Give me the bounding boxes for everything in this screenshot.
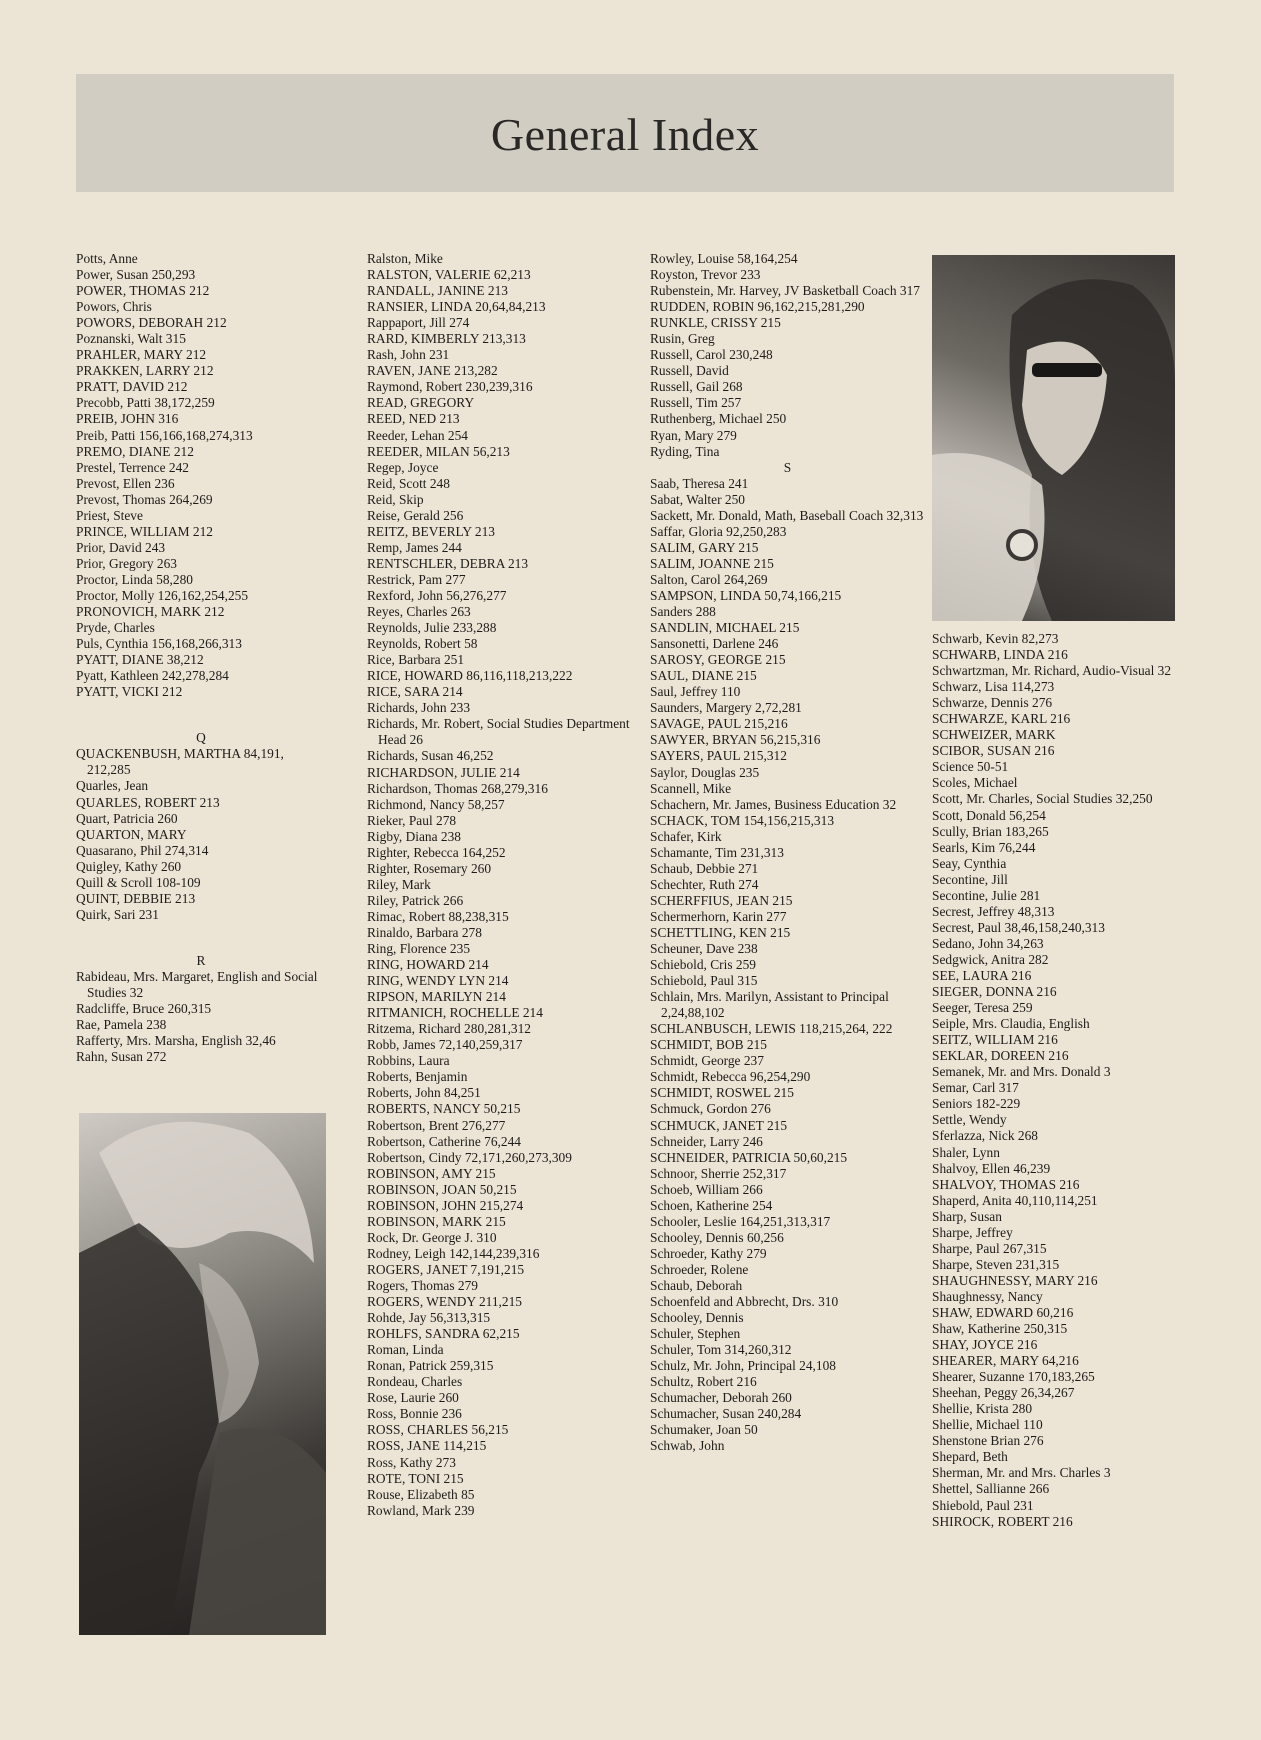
index-entry: Rose, Laurie 260 [367,1390,459,1406]
index-entry: SEKLAR, DOREEN 216 [932,1048,1069,1064]
index-entry: Schwartzman, Mr. Richard, Audio-Visual 32 [932,663,1172,679]
index-entry: RICHARDSON, JULIE 214 [367,764,520,780]
index-entry: SCHWARB, LINDA 216 [932,647,1068,663]
index-entry: SCHACK, TOM 154,156,215,313 [650,812,835,828]
index-entry: Schamante, Tim 231,313 [650,844,784,860]
index-entry: Scott, Donald 56,254 [932,807,1046,823]
index-entry: QUARTON, MARY [76,826,187,842]
index-entry: Seniors 182-229 [932,1096,1021,1112]
index-entry: Rinaldo, Barbara 278 [367,924,482,940]
index-entry: SCHMUCK, JANET 215 [650,1117,788,1133]
index-entry: SHAUGHNESSY, MARY 216 [932,1272,1098,1288]
index-entry: Richards, Mr. Robert, Social Studies Department Head 26 [367,716,630,748]
index-entry: Schermerhorn, Karin 277 [650,908,787,924]
section-header-r: R [196,952,206,968]
index-entry: Rappaport, Jill 274 [367,315,470,331]
index-entry: SAROSY, GEORGE 215 [650,652,786,668]
index-entry: Schooley, Dennis [650,1310,744,1326]
index-entry: PYATT, DIANE 38,212 [76,652,204,668]
index-entry: Schwarz, Lisa 114,273 [932,679,1055,695]
index-entry: Shenstone Brian 276 [932,1433,1044,1449]
index-entry: Sharp, Susan [932,1208,1002,1224]
index-entry: PRINCE, WILLIAM 212 [76,523,213,539]
index-entry: Seiple, Mrs. Claudia, English [932,1016,1090,1032]
index-entry: Schlain, Mrs. Marilyn, Assistant to Principal 2,24,88,102 [650,989,889,1021]
index-entry: Reise, Gerald 256 [367,507,464,523]
index-entry: Schoeb, William 266 [650,1181,763,1197]
index-entry: Quirk, Sari 231 [76,906,159,922]
index-entry: Schmidt, George 237 [650,1053,764,1069]
index-entry: Settle, Wendy [932,1112,1007,1128]
index-entry: ROBERTS, NANCY 50,215 [367,1101,521,1117]
index-entry: Regep, Joyce [367,459,439,475]
index-entry: REITZ, BEVERLY 213 [367,523,495,539]
index-entry: SEITZ, WILLIAM 216 [932,1032,1058,1048]
index-entry: Schooler, Leslie 164,251,313,317 [650,1213,831,1229]
index-entry: SAMPSON, LINDA 50,74,166,215 [650,587,842,603]
index-entry: Schaub, Deborah [650,1278,743,1293]
index-entry: Reyes, Charles 263 [367,604,471,620]
index-entry: Schroeder, Rolene [650,1261,749,1277]
index-entry: Shearer, Suzanne 170,183,265 [932,1369,1095,1385]
index-entry: PREIB, JOHN 316 [76,411,179,427]
index-entry: Quasarano, Phil 274,314 [76,842,209,858]
index-entry: Righter, Rosemary 260 [367,860,492,876]
index-entry: Shalvoy, Ellen 46,239 [932,1160,1051,1176]
index-entry: PRAKKEN, LARRY 212 [76,363,214,379]
index-entry: Ross, Kathy 273 [367,1454,456,1470]
index-entry: ROGERS, JANET 7,191,215 [367,1261,525,1277]
index-entry: Schiebold, Paul 315 [650,973,758,989]
index-entry: ROSS, CHARLES 56,215 [367,1422,509,1438]
index-entry: Shiebold, Paul 231 [932,1497,1034,1513]
index-entry: Sabat, Walter 250 [650,491,745,507]
index-entry: Radcliffe, Bruce 260,315 [76,1001,212,1017]
student-photo-right [932,255,1175,621]
index-entry: Rouse, Elizabeth 85 [367,1486,475,1502]
index-entry: Prevost, Ellen 236 [76,475,175,491]
index-entry: Richardson, Thomas 268,279,316 [367,780,548,796]
index-entry: Rondeau, Charles [367,1374,463,1390]
index-entry: Secontine, Jill [932,871,1008,887]
index-entry: Rusin, Greg [650,331,715,347]
index-entry: Raymond, Robert 230,239,316 [367,379,533,395]
index-entry: Rigby, Diana 238 [367,828,461,844]
index-entry: Schumacher, Deborah 260 [650,1390,792,1406]
index-entry: Rexford, John 56,276,277 [367,587,507,603]
index-entry: Sferlazza, Nick 268 [932,1128,1038,1144]
index-entry: Schmuck, Gordon 276 [650,1101,771,1117]
index-entry: Semar, Carl 317 [932,1080,1019,1096]
index-entry: Seeger, Teresa 259 [932,1000,1033,1016]
index-entry: Scully, Brian 183,265 [932,823,1049,839]
index-entry: Roberts, John 84,251 [367,1085,481,1101]
index-entry: SALIM, GARY 215 [650,539,759,555]
index-entry: Schumaker, Joan 50 [650,1422,758,1438]
index-entry: Rowley, Louise 58,164,254 [650,251,798,266]
index-entry: Saylor, Douglas 235 [650,764,760,780]
index-entry: Schachern, Mr. James, Business Education 32 [650,796,897,812]
index-entry: Rock, Dr. George J. 310 [367,1229,497,1245]
index-entry: Quill & Scroll 108-109 [76,874,201,890]
index-entry: Richards, Susan 46,252 [367,748,494,764]
index-entry: SCHMIDT, ROSWEL 215 [650,1085,794,1101]
index-entry: Sedano, John 34,263 [932,935,1044,951]
index-entry: RING, WENDY LYN 214 [367,973,509,989]
index-column-3 [650,251,925,1455]
index-entry: Pyatt, Kathleen 242,278,284 [76,668,229,684]
index-entry: Rash, John 231 [367,347,450,363]
index-entry: SALIM, JOANNE 215 [650,555,774,571]
index-entry: Secrest, Jeffrey 48,313 [932,903,1055,919]
index-entry: Power, Susan 250,293 [76,267,196,283]
index-entry: Schechter, Ruth 274 [650,876,759,892]
index-entry: Robertson, Brent 276,277 [367,1117,506,1133]
index-entry: Ralston, Mike [367,251,443,266]
index-entry: Sheehan, Peggy 26,34,267 [932,1385,1075,1401]
index-entry: RICE, SARA 214 [367,684,463,700]
index-entry: POWER, THOMAS 212 [76,283,210,299]
index-entry: Ryan, Mary 279 [650,427,737,443]
index-entry: Science 50-51 [932,759,1009,775]
index-entry: Sanders 288 [650,604,716,620]
index-entry: SCHNEIDER, PATRICIA 50,60,215 [650,1149,848,1165]
index-entry: RAVEN, JANE 213,282 [367,363,498,379]
index-entry: Scott, Mr. Charles, Social Studies 32,250 [932,791,1153,807]
index-entry: Rohde, Jay 56,313,315 [367,1310,491,1326]
index-entry: Puls, Cynthia 156,168,266,313 [76,636,242,652]
index-entry: Rodney, Leigh 142,144,239,316 [367,1245,540,1261]
index-entry: REEDER, MILAN 56,213 [367,443,510,459]
index-entry: Preib, Patti 156,166,168,274,313 [76,427,253,443]
index-entry: Rogers, Thomas 279 [367,1278,478,1293]
index-entry: SCHETTLING, KEN 215 [650,924,791,940]
index-entry: RICE, HOWARD 86,116,118,213,222 [367,668,573,684]
index-entry: SAYERS, PAUL 215,312 [650,748,787,764]
index-entry: Rowland, Mark 239 [367,1502,475,1518]
index-entry: QUARLES, ROBERT 213 [76,794,220,810]
index-entry: SCHWEIZER, MARK [932,727,1056,743]
index-entry: Remp, James 244 [367,539,462,555]
index-entry: Shettel, Sallianne 266 [932,1481,1050,1497]
index-entry: Schultz, Robert 216 [650,1374,757,1390]
index-entry: SCHMIDT, BOB 215 [650,1037,767,1053]
index-entry: Schumacher, Susan 240,284 [650,1406,802,1422]
index-column-1 [76,251,326,1065]
index-entry: Rahn, Susan 272 [76,1049,167,1065]
index-entry: Schmidt, Rebecca 96,254,290 [650,1069,811,1085]
index-entry: ROBINSON, JOHN 215,274 [367,1197,524,1213]
index-entry: Riley, Patrick 266 [367,892,464,908]
index-entry: Pryde, Charles [76,620,155,636]
index-entry: READ, GREGORY [367,395,475,411]
index-entry: Schaub, Debbie 271 [650,860,759,876]
index-entry: Schuler, Stephen [650,1326,741,1342]
index-entry: Schwab, John [650,1438,725,1454]
index-entry: Schooley, Dennis 60,256 [650,1229,784,1245]
index-entry: SANDLIN, MICHAEL 215 [650,620,800,636]
index-entry: Shaperd, Anita 40,110,114,251 [932,1192,1098,1208]
index-entry: RANSIER, LINDA 20,64,84,213 [367,299,546,315]
index-entry: Robertson, Cindy 72,171,260,273,309 [367,1149,572,1165]
index-entry: Ross, Bonnie 236 [367,1406,462,1422]
index-entry: Scheuner, Dave 238 [650,941,758,957]
index-entry: RANDALL, JANINE 213 [367,283,508,299]
index-entry: Royston, Trevor 233 [650,267,761,283]
index-entry: Prior, Gregory 263 [76,555,177,571]
index-entry: Sedgwick, Anitra 282 [932,951,1049,967]
index-entry: Proctor, Molly 126,162,254,255 [76,587,249,603]
index-entry: SHAY, JOYCE 216 [932,1337,1038,1353]
index-entry: QUINT, DEBBIE 213 [76,890,196,906]
index-entry: Scoles, Michael [932,775,1018,791]
index-entry: Schoenfeld and Abbrecht, Drs. 310 [650,1294,839,1310]
index-entry: RING, HOWARD 214 [367,957,489,973]
index-entry: Ritzema, Richard 280,281,312 [367,1021,532,1037]
index-entry: RIPSON, MARILYN 214 [367,989,506,1005]
index-entry: SCHLANBUSCH, LEWIS 118,215,264, 222 [650,1021,893,1037]
index-entry: Richmond, Nancy 58,257 [367,796,505,812]
index-entry: Shepard, Beth [932,1449,1008,1465]
index-entry: Reeder, Lehan 254 [367,427,468,443]
index-entry: Prior, David 243 [76,539,166,555]
index-entry: ROSS, JANE 114,215 [367,1438,487,1454]
section-header-s: S [783,459,792,475]
index-entry: Shaler, Lynn [932,1144,1000,1160]
index-entry: RALSTON, VALERIE 62,213 [367,267,531,283]
index-entry: Priest, Steve [76,507,143,523]
index-entry: Shaughnessy, Nancy [932,1288,1043,1304]
index-entry: Russell, David [650,363,729,379]
index-entry: Rae, Pamela 238 [76,1017,167,1033]
index-entry: QUACKENBUSH, MARTHA 84,191, 212,285 [76,746,284,778]
index-entry: Powors, Chris [76,299,152,315]
index-entry: Semanek, Mr. and Mrs. Donald 3 [932,1064,1111,1080]
index-entry: Schafer, Kirk [650,828,722,844]
index-entry: Sackett, Mr. Donald, Math, Baseball Coach 32,313 [650,507,924,523]
index-entry: Quigley, Kathy 260 [76,858,182,874]
index-entry: Salton, Carol 264,269 [650,571,768,587]
index-entry: Righter, Rebecca 164,252 [367,844,506,860]
index-entry: Reid, Skip [367,491,424,507]
index-entry: Ryding, Tina [650,443,720,459]
index-entry: SCHERFFIUS, JEAN 215 [650,892,793,908]
index-entry: Ruthenberg, Michael 250 [650,411,787,427]
page-title: General Index [490,109,760,160]
index-entry: REED, NED 213 [367,411,460,427]
index-entry: SAWYER, BRYAN 56,215,316 [650,732,821,748]
index-entry: Searls, Kim 76,244 [932,839,1036,855]
index-entry: Robbins, Laura [367,1053,450,1069]
index-entry: Schwarze, Dennis 276 [932,695,1053,711]
index-entry: Reid, Scott 248 [367,475,450,491]
section-header-q: Q [196,730,206,746]
index-entry: PRAHLER, MARY 212 [76,347,207,363]
index-entry: Shellie, Krista 280 [932,1401,1033,1417]
index-entry: Scannell, Mike [650,780,732,796]
index-entry: Quart, Patricia 260 [76,810,178,826]
index-entry: Schulz, Mr. John, Principal 24,108 [650,1358,836,1374]
index-entry: PRONOVICH, MARK 212 [76,604,225,620]
index-entry: Rieker, Paul 278 [367,812,457,828]
index-entry: ROBINSON, AMY 215 [367,1165,496,1181]
index-column-4 [932,631,1182,1530]
index-entry: Potts, Anne [76,251,138,266]
student-photo-left [79,1113,326,1635]
index-entry: Reynolds, Julie 233,288 [367,620,497,636]
index-entry: Richards, John 233 [367,700,471,716]
index-entry: ROTE, TONI 215 [367,1470,464,1486]
index-entry: Rice, Barbara 251 [367,652,465,668]
index-entry: Ring, Florence 235 [367,941,471,957]
index-entry: Saab, Theresa 241 [650,475,749,491]
index-entry: Shellie, Michael 110 [932,1417,1043,1433]
index-entry: Seay, Cynthia [932,855,1007,871]
index-entry: Precobb, Patti 38,172,259 [76,395,215,411]
index-entry: Riley, Mark [367,876,431,892]
index-entry: Poznanski, Walt 315 [76,331,186,347]
index-entry: SHEARER, MARY 64,216 [932,1353,1079,1369]
index-entry: RUNKLE, CRISSY 215 [650,315,781,331]
index-entry: Rubenstein, Mr. Harvey, JV Basketball Coach 317 [650,283,921,299]
index-entry: SCIBOR, SUSAN 216 [932,743,1055,759]
index-entry: PRATT, DAVID 212 [76,379,188,395]
index-entry: Proctor, Linda 58,280 [76,571,193,587]
index-entry: Schroeder, Kathy 279 [650,1245,767,1261]
index-entry: Quarles, Jean [76,778,149,794]
index-entry: RITMANICH, ROCHELLE 214 [367,1005,543,1021]
index-entry: Russell, Gail 268 [650,379,743,395]
index-entry: Schnoor, Sherrie 252,317 [650,1165,787,1181]
index-entry: Sharpe, Steven 231,315 [932,1256,1060,1272]
title-banner [76,74,1174,192]
index-entry: SEE, LAURA 216 [932,967,1032,983]
index-entry: ROGERS, WENDY 211,215 [367,1294,522,1310]
index-entry: POWORS, DEBORAH 212 [76,315,227,331]
index-entry: Rabideau, Mrs. Margaret, English and Social Studies 32 [76,968,318,1000]
index-entry: Robb, James 72,140,259,317 [367,1037,523,1053]
index-entry: Secrest, Paul 38,46,158,240,313 [932,919,1105,935]
index-entry: Secontine, Julie 281 [932,887,1041,903]
index-entry: Schwarb, Kevin 82,273 [932,631,1059,646]
index-entry: Schneider, Larry 246 [650,1133,763,1149]
index-entry: Sharpe, Paul 267,315 [932,1240,1047,1256]
index-entry: Saffar, Gloria 92,250,283 [650,523,787,539]
index-entry: SAUL, DIANE 215 [650,668,757,684]
index-entry: SHALVOY, THOMAS 216 [932,1176,1080,1192]
index-entry: Prevost, Thomas 264,269 [76,491,213,507]
index-entry: Sansonetti, Darlene 246 [650,636,779,652]
index-entry: PYATT, VICKI 212 [76,684,183,700]
index-entry: Ronan, Patrick 259,315 [367,1358,494,1374]
index-entry: RENTSCHLER, DEBRA 213 [367,555,529,571]
index-entry: Shaw, Katherine 250,315 [932,1321,1068,1337]
index-entry: ROBINSON, MARK 215 [367,1213,506,1229]
index-entry: Schuler, Tom 314,260,312 [650,1342,792,1358]
index-entry: Restrick, Pam 277 [367,571,466,587]
index-column-2 [367,251,642,1519]
index-entry: ROBINSON, JOAN 50,215 [367,1181,517,1197]
index-entry: Robertson, Catherine 76,244 [367,1133,521,1149]
index-entry: Russell, Carol 230,248 [650,347,773,363]
index-entry: SIEGER, DONNA 216 [932,984,1057,1000]
index-entry: Schoen, Katherine 254 [650,1197,773,1213]
index-entry: Saunders, Margery 2,72,281 [650,700,802,716]
index-entry: Schiebold, Cris 259 [650,957,757,973]
index-entry: PREMO, DIANE 212 [76,443,194,459]
index-entry: Rimac, Robert 88,238,315 [367,908,509,924]
index-entry: RARD, KIMBERLY 213,313 [367,331,526,347]
index-entry: SHAW, EDWARD 60,216 [932,1304,1074,1320]
index-entry: Reynolds, Robert 58 [367,636,478,652]
index-entry: Sharpe, Jeffrey [932,1224,1013,1240]
index-entry: Saul, Jeffrey 110 [650,684,741,700]
index-entry: Roman, Linda [367,1342,444,1358]
index-entry: SAVAGE, PAUL 215,216 [650,716,788,732]
index-entry: Sherman, Mr. and Mrs. Charles 3 [932,1465,1111,1481]
index-entry: Russell, Tim 257 [650,395,742,411]
index-entry: RUDDEN, ROBIN 96,162,215,281,290 [650,299,865,315]
index-entry: SHIROCK, ROBERT 216 [932,1513,1073,1529]
index-entry: SCHWARZE, KARL 216 [932,711,1071,727]
index-entry: Rafferty, Mrs. Marsha, English 32,46 [76,1033,276,1049]
index-entry: Prestel, Terrence 242 [76,459,189,475]
index-entry: Roberts, Benjamin [367,1069,468,1085]
index-entry: ROHLFS, SANDRA 62,215 [367,1326,520,1342]
